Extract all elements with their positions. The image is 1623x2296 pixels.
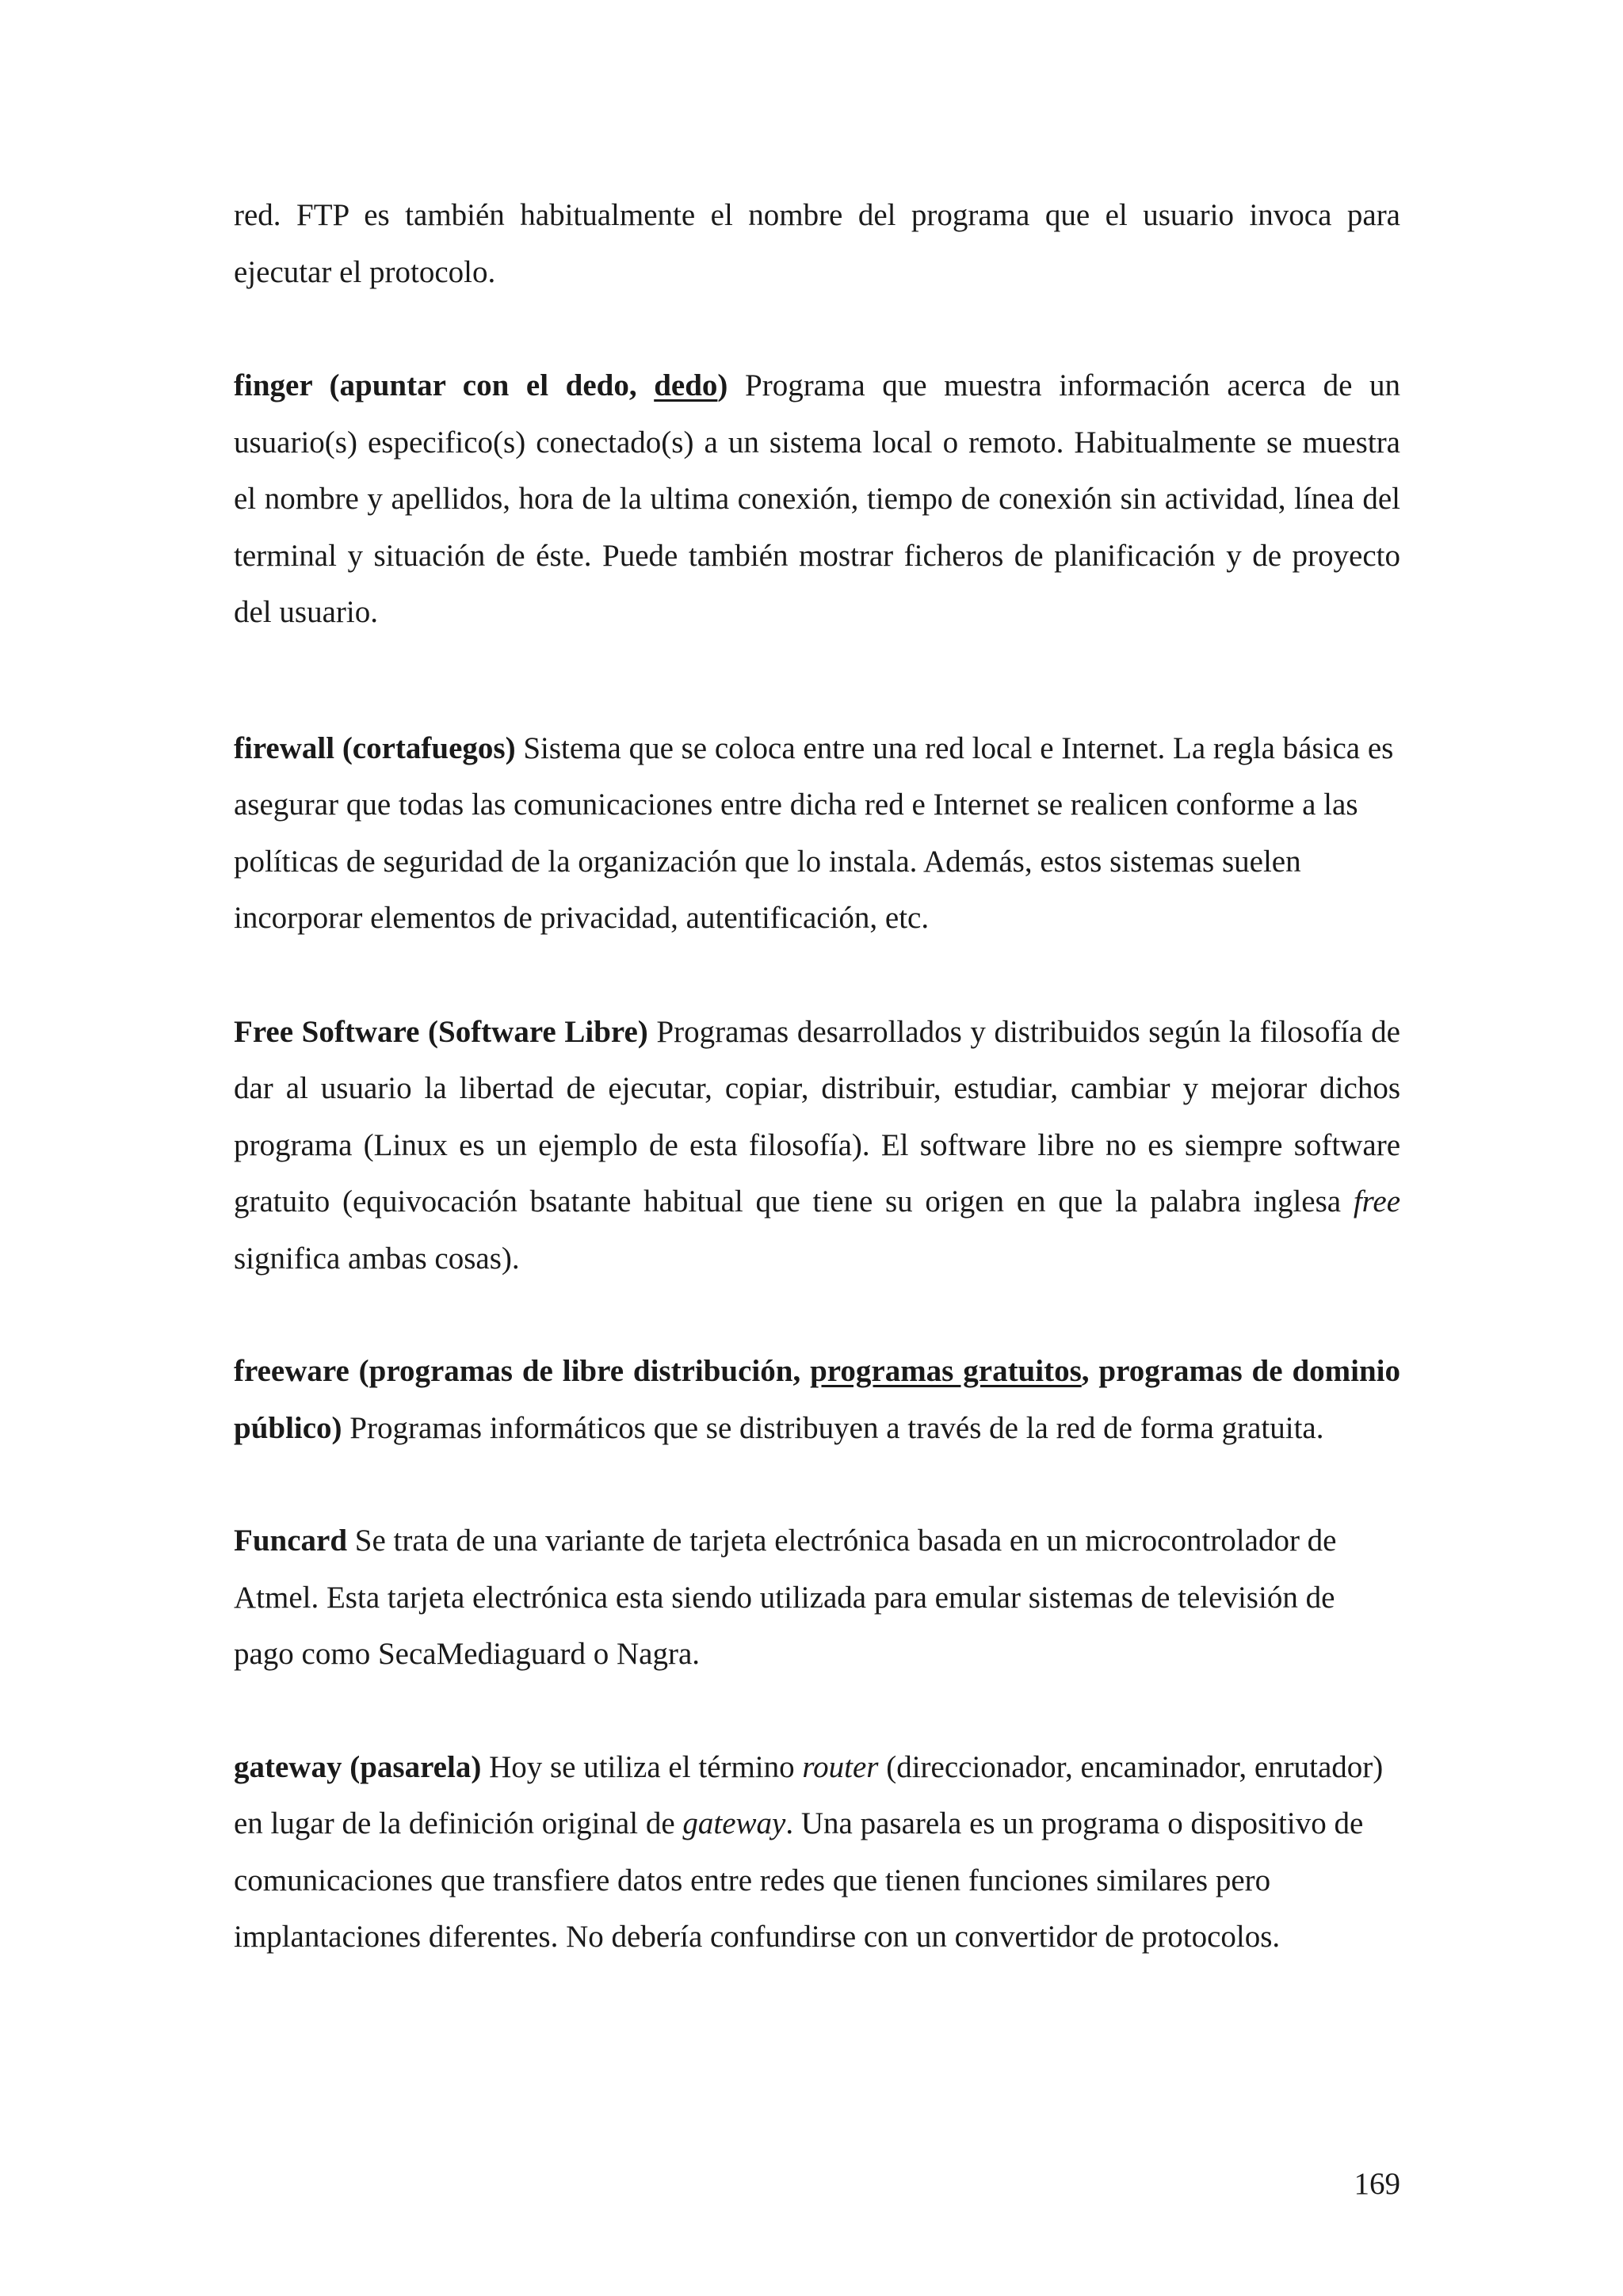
page-body: [234, 187, 1400, 1966]
entry-definition: Programas desarrollados y distribuidos según la filosofía de dar al usuario la libertad de ejecutar, copiar, distribuir, estudiar, cambiar y mejorar dichos programa (Linux es un ejemplo de esta filosofía). El software libre no es siempre software gratuito (equivocación bsatante habitual que tiene su origen en que la palabra inglesa: [234, 1014, 1400, 1219]
entry-term: gateway (pasarela): [234, 1749, 482, 1784]
entry-definition: significa ambas cosas).: [234, 1241, 520, 1276]
underlined-term: dedo: [654, 368, 718, 402]
term-text: , programas de dominio público): [234, 1354, 1400, 1445]
term-text: ): [717, 368, 728, 402]
entry-firewall: [234, 720, 1400, 947]
entry-finger: [234, 357, 1400, 641]
entry-definition: Se trata de una variante de tarjeta electrónica basada en un microcontrolador de Atmel. Esta tarjeta electrónica esta siendo utilizada para emular sistemas de televisión de pago como SecaMediaguard o Nagra.: [234, 1524, 1337, 1671]
term-text: freeware (programas de libre distribución,: [234, 1354, 811, 1388]
entry-definition: Programa que muestra información acerca de un usuario(s) especifico(s) conectado(s) a un sistema local o remoto. Habitualmente se muestra el nombre y apellidos, hora de la ultima conexión, tiempo de conexión sin actividad, línea del terminal y situación de éste. Puede también mostrar ficheros de planificación y de proyecto del usuario.: [234, 368, 1400, 629]
italic-word: router: [802, 1749, 879, 1784]
entry-free-software: [234, 1004, 1400, 1287]
entry-term: Free Software (Software Libre): [234, 1014, 648, 1049]
entry-gateway: [234, 1739, 1400, 1966]
entry-definition: Sistema que se coloca entre una red local e Internet. La regla básica es asegurar que todas las comunicaciones entre dicha red e Internet se realicen conforme a las políticas de seguridad de la organización que lo instala. Además, estos sistemas suelen incorporar elementos de privacidad, autentificación, etc.: [234, 730, 1394, 935]
entry-term: [234, 368, 727, 402]
underlined-term: programas gratuitos: [810, 1354, 1082, 1388]
page-number: 169: [1354, 2167, 1400, 2201]
entry-term: firewall (cortafuegos): [234, 730, 516, 765]
term-text: finger (apuntar con el dedo,: [234, 368, 655, 402]
entry-ftp-continuation: [234, 187, 1400, 300]
entry-definition: Programas informáticos que se distribuyen a través de la red de forma gratuita.: [342, 1410, 1324, 1445]
entry-funcard: [234, 1512, 1400, 1683]
entry-text: red. FTP es también habitualmente el nombre del programa que el usuario invoca para ejecutar el protocolo.: [234, 198, 1400, 289]
entry-definition: . Una pasarela es un programa o dispositivo de comunicaciones que transfiere datos entre redes que tienen funciones similares pero implantaciones diferentes. No debería confundirse con un convertidor de protocolos.: [234, 1806, 1364, 1954]
italic-word: gateway: [682, 1806, 786, 1840]
entry-definition: Hoy se utiliza el término: [481, 1749, 803, 1784]
entry-freeware: [234, 1343, 1400, 1456]
entry-term: Funcard: [234, 1524, 348, 1558]
entry-definition: (direccionador, encaminador, enrutador) en lugar de la definición original de: [234, 1749, 1384, 1840]
italic-word: free: [1353, 1184, 1400, 1219]
